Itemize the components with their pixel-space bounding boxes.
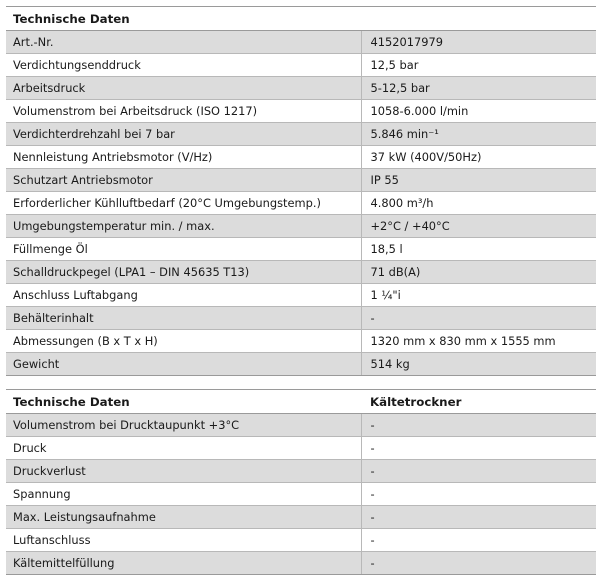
table-header-row	[6, 390, 596, 414]
row-value: 12,5 bar	[361, 54, 596, 77]
spec-table-compressor	[6, 6, 596, 376]
row-label: Luftanschluss	[6, 529, 361, 552]
row-value: +2°C / +40°C	[361, 215, 596, 238]
row-label: Kältemittelfüllung	[6, 552, 361, 575]
table-row	[6, 192, 596, 215]
row-value: -	[361, 460, 596, 483]
row-value: 1320 mm x 830 mm x 1555 mm	[361, 330, 596, 353]
row-label: Verdichterdrehzahl bei 7 bar	[6, 123, 361, 146]
table-row	[6, 552, 596, 575]
row-label: Füllmenge Öl	[6, 238, 361, 261]
row-value: -	[361, 529, 596, 552]
row-value: 1058-6.000 l/min	[361, 100, 596, 123]
row-value: -	[361, 483, 596, 506]
table-header-row	[6, 7, 596, 31]
table-row	[6, 54, 596, 77]
table-header-value: Kältetrockner	[361, 390, 596, 414]
row-value: 5.846 min⁻¹	[361, 123, 596, 146]
row-label: Volumenstrom bei Drucktaupunkt +3°C	[6, 414, 361, 437]
row-label: Art.-Nr.	[6, 31, 361, 54]
row-value: 1 ¼"i	[361, 284, 596, 307]
table-row	[6, 437, 596, 460]
table-header-value	[361, 7, 596, 31]
row-label: Max. Leistungsaufnahme	[6, 506, 361, 529]
row-label: Verdichtungsenddruck	[6, 54, 361, 77]
table-header-label: Technische Daten	[6, 7, 361, 31]
row-label: Nennleistung Antriebsmotor (V/Hz)	[6, 146, 361, 169]
row-label: Abmessungen (B x T x H)	[6, 330, 361, 353]
row-label: Spannung	[6, 483, 361, 506]
row-value: -	[361, 414, 596, 437]
row-value: -	[361, 506, 596, 529]
table-row	[6, 238, 596, 261]
row-label: Schutzart Antriebsmotor	[6, 169, 361, 192]
row-value: -	[361, 552, 596, 575]
table-row	[6, 215, 596, 238]
row-value: 514 kg	[361, 353, 596, 376]
row-label: Schalldruckpegel (LPA1 – DIN 45635 T13)	[6, 261, 361, 284]
row-value: -	[361, 437, 596, 460]
row-label: Druckverlust	[6, 460, 361, 483]
table-row	[6, 483, 596, 506]
row-label: Erforderlicher Kühlluftbedarf (20°C Umgebungstemp.)	[6, 192, 361, 215]
table-row	[6, 123, 596, 146]
row-label: Volumenstrom bei Arbeitsdruck (ISO 1217)	[6, 100, 361, 123]
table-row	[6, 506, 596, 529]
table-row	[6, 353, 596, 376]
row-value: 37 kW (400V/50Hz)	[361, 146, 596, 169]
table-row	[6, 146, 596, 169]
table-row	[6, 529, 596, 552]
row-value: 18,5 l	[361, 238, 596, 261]
table-row	[6, 31, 596, 54]
table-row	[6, 414, 596, 437]
table-row	[6, 77, 596, 100]
table-row	[6, 307, 596, 330]
row-label: Behälterinhalt	[6, 307, 361, 330]
table-row	[6, 100, 596, 123]
row-label: Druck	[6, 437, 361, 460]
row-value: -	[361, 307, 596, 330]
row-value: 71 dB(A)	[361, 261, 596, 284]
row-value: 5-12,5 bar	[361, 77, 596, 100]
table-row	[6, 460, 596, 483]
row-label: Arbeitsdruck	[6, 77, 361, 100]
table-header-label: Technische Daten	[6, 390, 361, 414]
row-value: 4152017979	[361, 31, 596, 54]
table-row	[6, 169, 596, 192]
row-value: IP 55	[361, 169, 596, 192]
row-label: Umgebungstemperatur min. / max.	[6, 215, 361, 238]
row-value: 4.800 m³/h	[361, 192, 596, 215]
table-row	[6, 284, 596, 307]
spec-table-dryer	[6, 389, 596, 575]
row-label: Gewicht	[6, 353, 361, 376]
table-row	[6, 330, 596, 353]
row-label: Anschluss Luftabgang	[6, 284, 361, 307]
table-row	[6, 261, 596, 284]
